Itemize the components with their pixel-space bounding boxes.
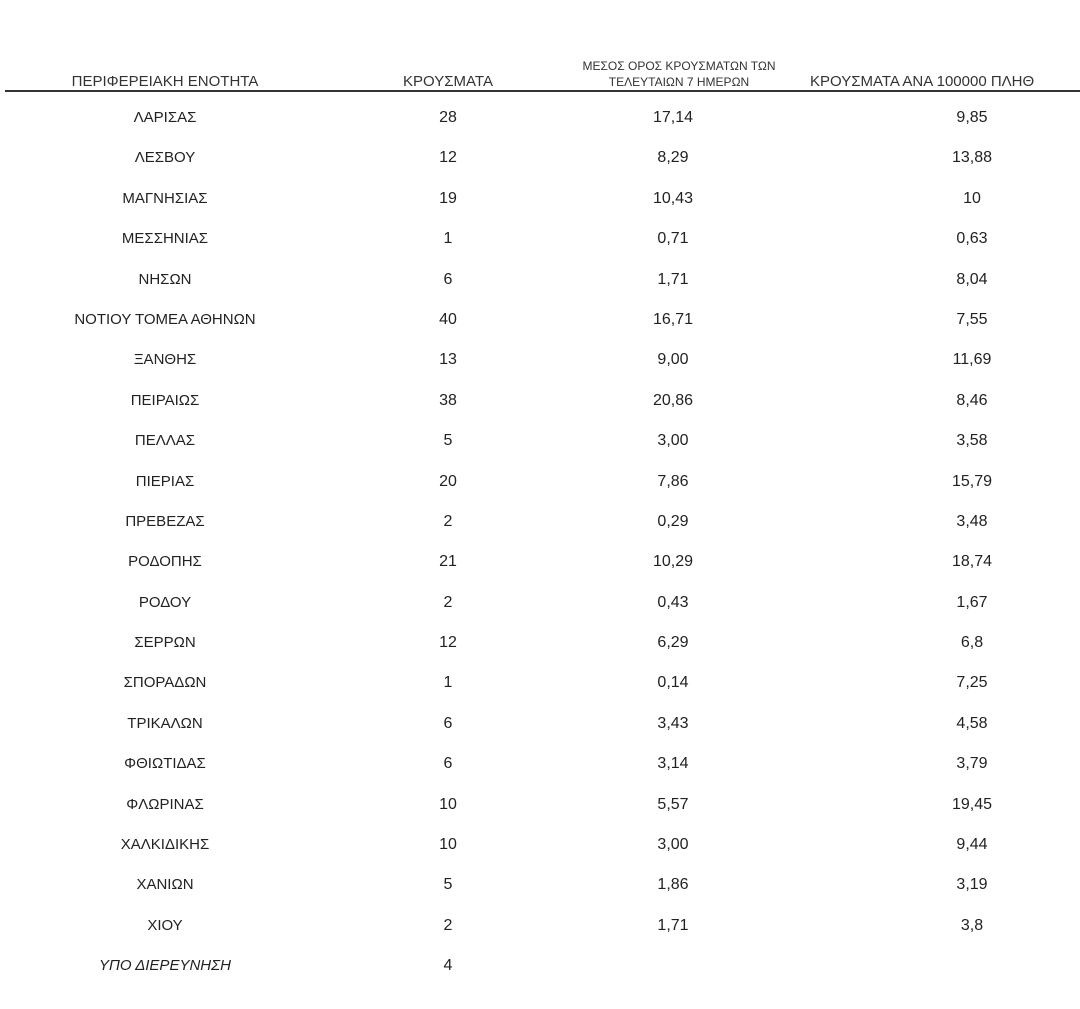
table-row [0, 946, 1080, 986]
avg7-cell: 3,00 [657, 836, 689, 854]
cases-cell: 10 [439, 836, 457, 854]
header-avg7 [548, 48, 810, 90]
header-avg7-line2: ΤΕΛΕΥΤΑΙΩΝ 7 ΗΜΕΡΩΝ [608, 75, 750, 89]
header-region: ΠΕΡΙΦΕΡΕΙΑΚΗ ΕΝΟΤΗΤΑ [71, 73, 259, 90]
avg7-cell: 0,71 [657, 230, 689, 248]
cases-cell: 6 [443, 714, 453, 732]
per100k-cell: 9,44 [956, 836, 988, 854]
avg7-cell: 0,14 [657, 674, 689, 692]
table-row [0, 219, 1080, 259]
table-row [0, 583, 1080, 623]
region-cell: ΤΡΙΚΑΛΩΝ [127, 714, 203, 732]
table-row [0, 300, 1080, 340]
header-cases: ΚΡΟΥΣΜΑΤΑ [403, 73, 493, 90]
region-cell: ΝΗΣΩΝ [138, 270, 192, 288]
cases-cell: 6 [443, 270, 453, 288]
table-row [0, 421, 1080, 461]
table-row [0, 340, 1080, 380]
cases-cell: 12 [439, 149, 457, 167]
cases-cell: 4 [443, 957, 453, 975]
avg7-cell: 3,14 [657, 755, 689, 773]
region-cell: ΧΑΝΙΩΝ [136, 876, 194, 894]
region-cell: ΧΑΛΚΙΔΙΚΗΣ [120, 836, 210, 854]
avg7-cell: 1,71 [657, 270, 689, 288]
region-cell: ΡΟΔΟΥ [138, 593, 192, 611]
avg7-cell: 3,00 [657, 432, 689, 450]
table-header [0, 48, 1080, 90]
avg7-cell: 10,29 [652, 553, 694, 571]
avg7-cell: 16,71 [652, 310, 694, 328]
avg7-cell: 6,29 [657, 634, 689, 652]
avg7-cell: 8,29 [657, 149, 689, 167]
per100k-cell: 6,8 [960, 634, 984, 652]
table-row [0, 462, 1080, 502]
per100k-cell [872, 946, 1072, 986]
avg7-cell: 0,43 [657, 593, 689, 611]
per100k-cell: 1,67 [956, 593, 988, 611]
per100k-cell: 3,48 [956, 512, 988, 530]
region-cell: ΜΕΣΣΗΝΙΑΣ [121, 230, 209, 248]
per100k-cell: 15,79 [951, 472, 993, 490]
cases-cell: 12 [439, 634, 457, 652]
cases-cell: 6 [443, 755, 453, 773]
per100k-cell: 3,79 [956, 755, 988, 773]
cases-cell: 21 [439, 553, 457, 571]
cases-cell: 20 [439, 472, 457, 490]
per100k-cell: 8,46 [956, 391, 988, 409]
region-cell: ΠΕΙΡΑΙΩΣ [130, 391, 200, 409]
avg7-cell: 0,29 [657, 512, 689, 530]
region-cell: ΦΘΙΩΤΙΔΑΣ [124, 755, 206, 773]
per100k-cell: 8,04 [956, 270, 988, 288]
avg7-cell: 17,14 [652, 109, 694, 126]
per100k-cell: 11,69 [952, 351, 992, 369]
table-row [0, 865, 1080, 905]
avg7-cell: 1,71 [657, 916, 689, 934]
per100k-cell: 7,55 [956, 310, 988, 328]
avg7-cell: 7,86 [657, 472, 689, 490]
per100k-cell: 9,85 [956, 109, 988, 126]
cases-cell: 28 [439, 109, 457, 126]
per100k-cell: 19,45 [951, 795, 993, 813]
table-row [0, 785, 1080, 825]
header-per100k: ΚΡΟΥΣΜΑΤΑ ΑΝΑ 100000 ΠΛΗΘ [810, 73, 1035, 90]
per100k-cell: 13,88 [951, 149, 993, 167]
region-cell: ΣΠΟΡΑΔΩΝ [123, 674, 207, 692]
header-divider [5, 90, 1080, 92]
cases-cell: 19 [439, 189, 457, 207]
avg7-cell [548, 946, 798, 986]
avg7-cell: 1,86 [657, 876, 689, 894]
region-cell: ΞΑΝΘΗΣ [133, 351, 197, 369]
table-row [0, 260, 1080, 300]
region-cell: ΠΙΕΡΙΑΣ [135, 472, 195, 490]
table-row [0, 623, 1080, 663]
table-row [0, 179, 1080, 219]
table-row [0, 704, 1080, 744]
table-row [0, 381, 1080, 421]
table-row [0, 663, 1080, 703]
cases-cell: 2 [443, 593, 453, 611]
per100k-cell: 10 [963, 189, 981, 207]
avg7-cell: 10,43 [652, 189, 694, 207]
cases-cell: 10 [439, 795, 457, 813]
region-cell: ΛΕΣΒΟΥ [134, 149, 196, 167]
avg7-cell: 5,57 [657, 795, 689, 813]
region-cell: ΛΑΡΙΣΑΣ [133, 109, 197, 126]
per100k-cell: 3,58 [956, 432, 988, 450]
region-cell: ΧΙΟΥ [147, 916, 183, 934]
cases-cell: 13 [439, 351, 457, 369]
per100k-cell: 3,19 [956, 876, 988, 894]
table-row [0, 906, 1080, 946]
cases-cell: 40 [439, 310, 457, 328]
table-row [0, 542, 1080, 582]
avg7-cell: 20,86 [652, 391, 694, 409]
per100k-cell: 3,8 [960, 916, 984, 934]
region-cell: ΜΑΓΝΗΣΙΑΣ [122, 189, 208, 207]
cases-cell: 5 [443, 432, 453, 450]
table-row [0, 98, 1080, 138]
avg7-cell: 3,43 [657, 714, 689, 732]
cases-cell: 2 [443, 916, 453, 934]
per100k-cell: 7,25 [956, 674, 988, 692]
region-cell: ΠΕΛΛΑΣ [134, 432, 196, 450]
table-row [0, 744, 1080, 784]
table-row [0, 502, 1080, 542]
region-cell: ΥΠΟ ΔΙΕΡΕΥΝΗΣΗ [99, 957, 231, 975]
table-body [0, 98, 1080, 987]
per100k-cell: 0,63 [956, 230, 988, 248]
cases-cell: 38 [439, 391, 457, 409]
header-avg7-line1: ΜΕΣΟΣ ΟΡΟΣ ΚΡΟΥΣΜΑΤΩΝ ΤΩΝ [582, 59, 776, 73]
region-cell: ΦΛΩΡΙΝΑΣ [126, 795, 204, 813]
table-row [0, 825, 1080, 865]
cases-cell: 5 [443, 876, 453, 894]
cases-cell: 1 [443, 230, 453, 248]
per100k-cell: 4,58 [956, 714, 988, 732]
cases-cell: 2 [443, 512, 453, 530]
region-cell: ΠΡΕΒΕΖΑΣ [125, 512, 205, 530]
region-cell: ΡΟΔΟΠΗΣ [128, 553, 202, 571]
avg7-cell: 9,00 [657, 351, 689, 369]
table-row [0, 138, 1080, 178]
region-cell: ΝΟΤΙΟΥ ΤΟΜΕΑ ΑΘΗΝΩΝ [74, 310, 256, 328]
region-cell: ΣΕΡΡΩΝ [134, 634, 196, 652]
cases-cell: 1 [443, 674, 453, 692]
per100k-cell: 18,74 [951, 553, 993, 571]
